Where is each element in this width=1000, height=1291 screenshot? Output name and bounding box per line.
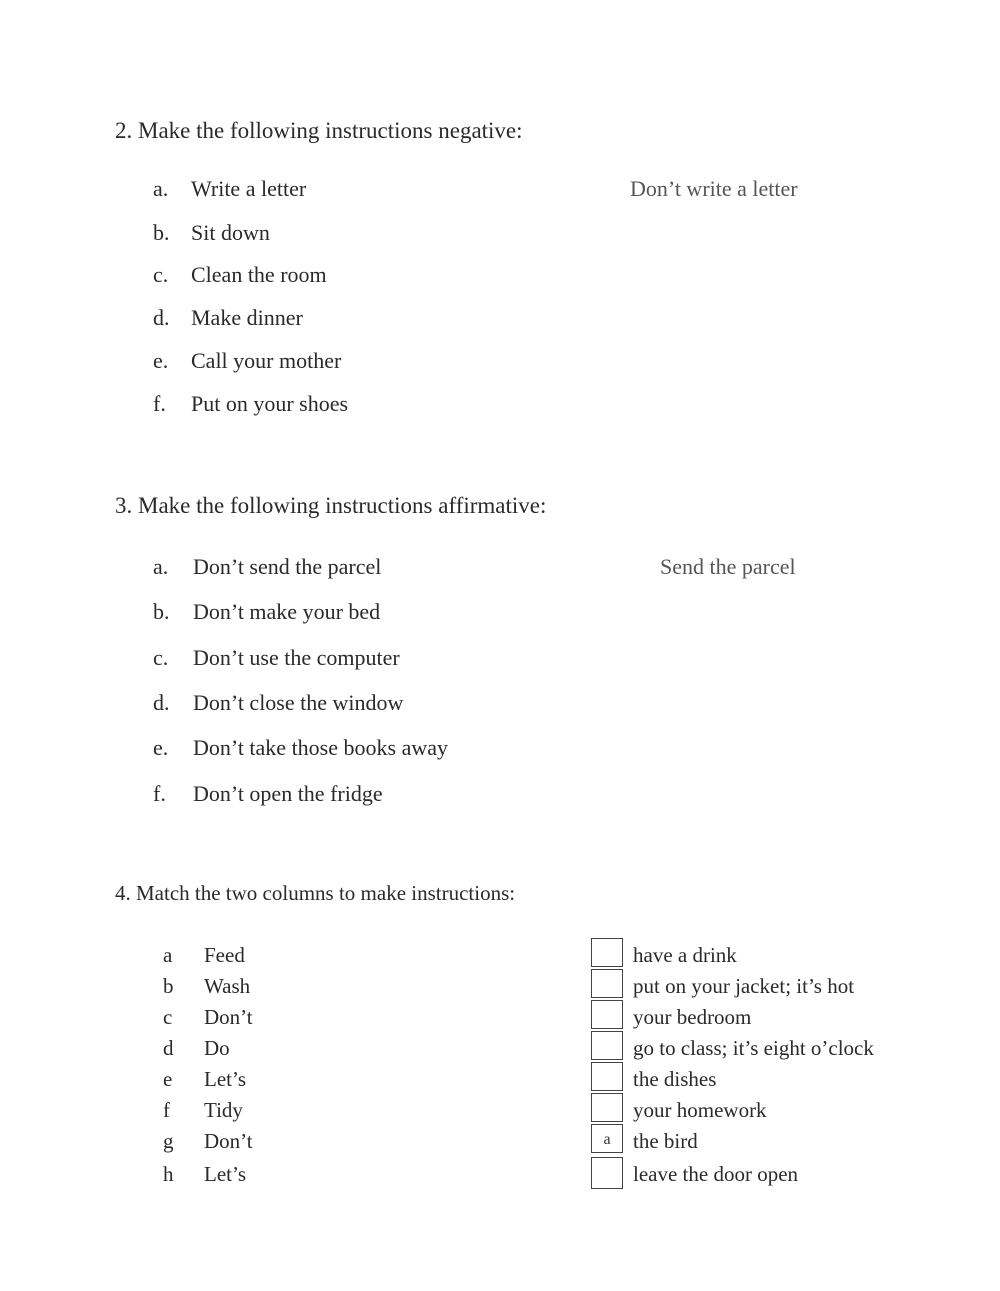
s3-item-text: Don’t take those books away [193,735,448,760]
s2-item-a [153,176,553,204]
s2-item-text: Make dinner [191,305,303,330]
answer-box[interactable] [591,1093,623,1122]
match-left-row [163,1162,363,1189]
s3-item-letter: d. [153,690,170,715]
match-left-row [163,1005,363,1032]
match-left-word: Don’t [204,1129,253,1153]
match-left-word: Wash [204,974,251,998]
s3-item-c [153,645,593,673]
section-2-heading: 2. Make the following instructions negative: [115,118,523,143]
match-left-word: Don’t [204,1005,253,1029]
answer-box[interactable] [591,1157,623,1189]
answer-box[interactable] [591,1000,623,1029]
s3-item-text: Don’t use the computer [193,645,400,670]
answer-box[interactable] [591,969,623,998]
s3-item-text: Don’t open the fridge [193,781,383,806]
s2-item-letter: b. [153,220,170,245]
match-left-letter: d [163,1036,174,1060]
s3-item-f [153,781,593,809]
match-right-text: put on your jacket; it’s hot [633,974,855,998]
match-left-letter: g [163,1129,174,1153]
match-right-text: the bird [633,1129,698,1153]
answer-box[interactable] [591,1031,623,1060]
s3-item-letter: a. [153,554,169,579]
match-left-word: Let’s [204,1162,246,1186]
s2-item-letter: e. [153,348,169,373]
s3-item-b [153,599,593,627]
match-right-text: your homework [633,1098,767,1122]
match-left-letter: c [163,1005,173,1029]
s2-example-answer: Don’t write a letter [630,176,798,201]
s3-item-text: Don’t make your bed [193,599,381,624]
s2-item-text: Write a letter [191,176,307,201]
s3-item-d [153,690,593,718]
match-left-row [163,1129,363,1156]
match-left-row [163,1036,363,1063]
answer-box[interactable]: a [591,1124,623,1153]
s3-item-e [153,735,593,763]
s3-item-letter: b. [153,599,170,624]
match-right-text: have a drink [633,943,737,967]
match-left-letter: b [163,974,174,998]
s2-item-text: Put on your shoes [191,391,349,416]
s3-item-text: Don’t send the parcel [193,554,382,579]
match-left-letter: f [163,1098,170,1122]
s2-item-text: Clean the room [191,262,327,287]
match-left-word: Do [204,1036,230,1060]
match-right-text: your bedroom [633,1005,752,1029]
s2-item-c [153,262,553,290]
match-left-letter: a [163,943,173,967]
match-left-row [163,974,363,1001]
section-4-heading: 4. Match the two columns to make instructions: [115,881,516,905]
answer-box[interactable] [591,1062,623,1091]
match-left-word: Tidy [204,1098,243,1122]
section-3-heading: 3. Make the following instructions affirmative: [115,493,547,518]
match-right-text: leave the door open [633,1162,799,1186]
s3-item-letter: e. [153,735,169,760]
match-left-word: Let’s [204,1067,246,1091]
match-right-text: the dishes [633,1067,717,1091]
s3-item-a [153,554,593,582]
match-left-letter: e [163,1067,173,1091]
s3-item-text: Don’t close the window [193,690,404,715]
answer-box[interactable] [591,938,623,967]
s2-item-text: Call your mother [191,348,342,373]
s2-item-f [153,391,553,419]
s2-item-text: Sit down [191,220,270,245]
match-left-row [163,1067,363,1094]
match-left-row [163,943,363,970]
match-left-row [163,1098,363,1125]
s3-example-answer: Send the parcel [660,554,796,579]
s2-item-b [153,220,553,248]
match-left-word: Feed [204,943,245,967]
match-left-letter: h [163,1162,174,1186]
s2-item-e [153,348,553,376]
s2-item-d [153,305,553,333]
s3-item-letter: c. [153,645,169,670]
s2-item-letter: a. [153,176,169,201]
s2-item-letter: d. [153,305,170,330]
s2-item-letter: c. [153,262,169,287]
match-right-text: go to class; it’s eight o’clock [633,1036,874,1060]
s2-item-letter: f. [153,391,166,416]
s3-item-letter: f. [153,781,166,806]
